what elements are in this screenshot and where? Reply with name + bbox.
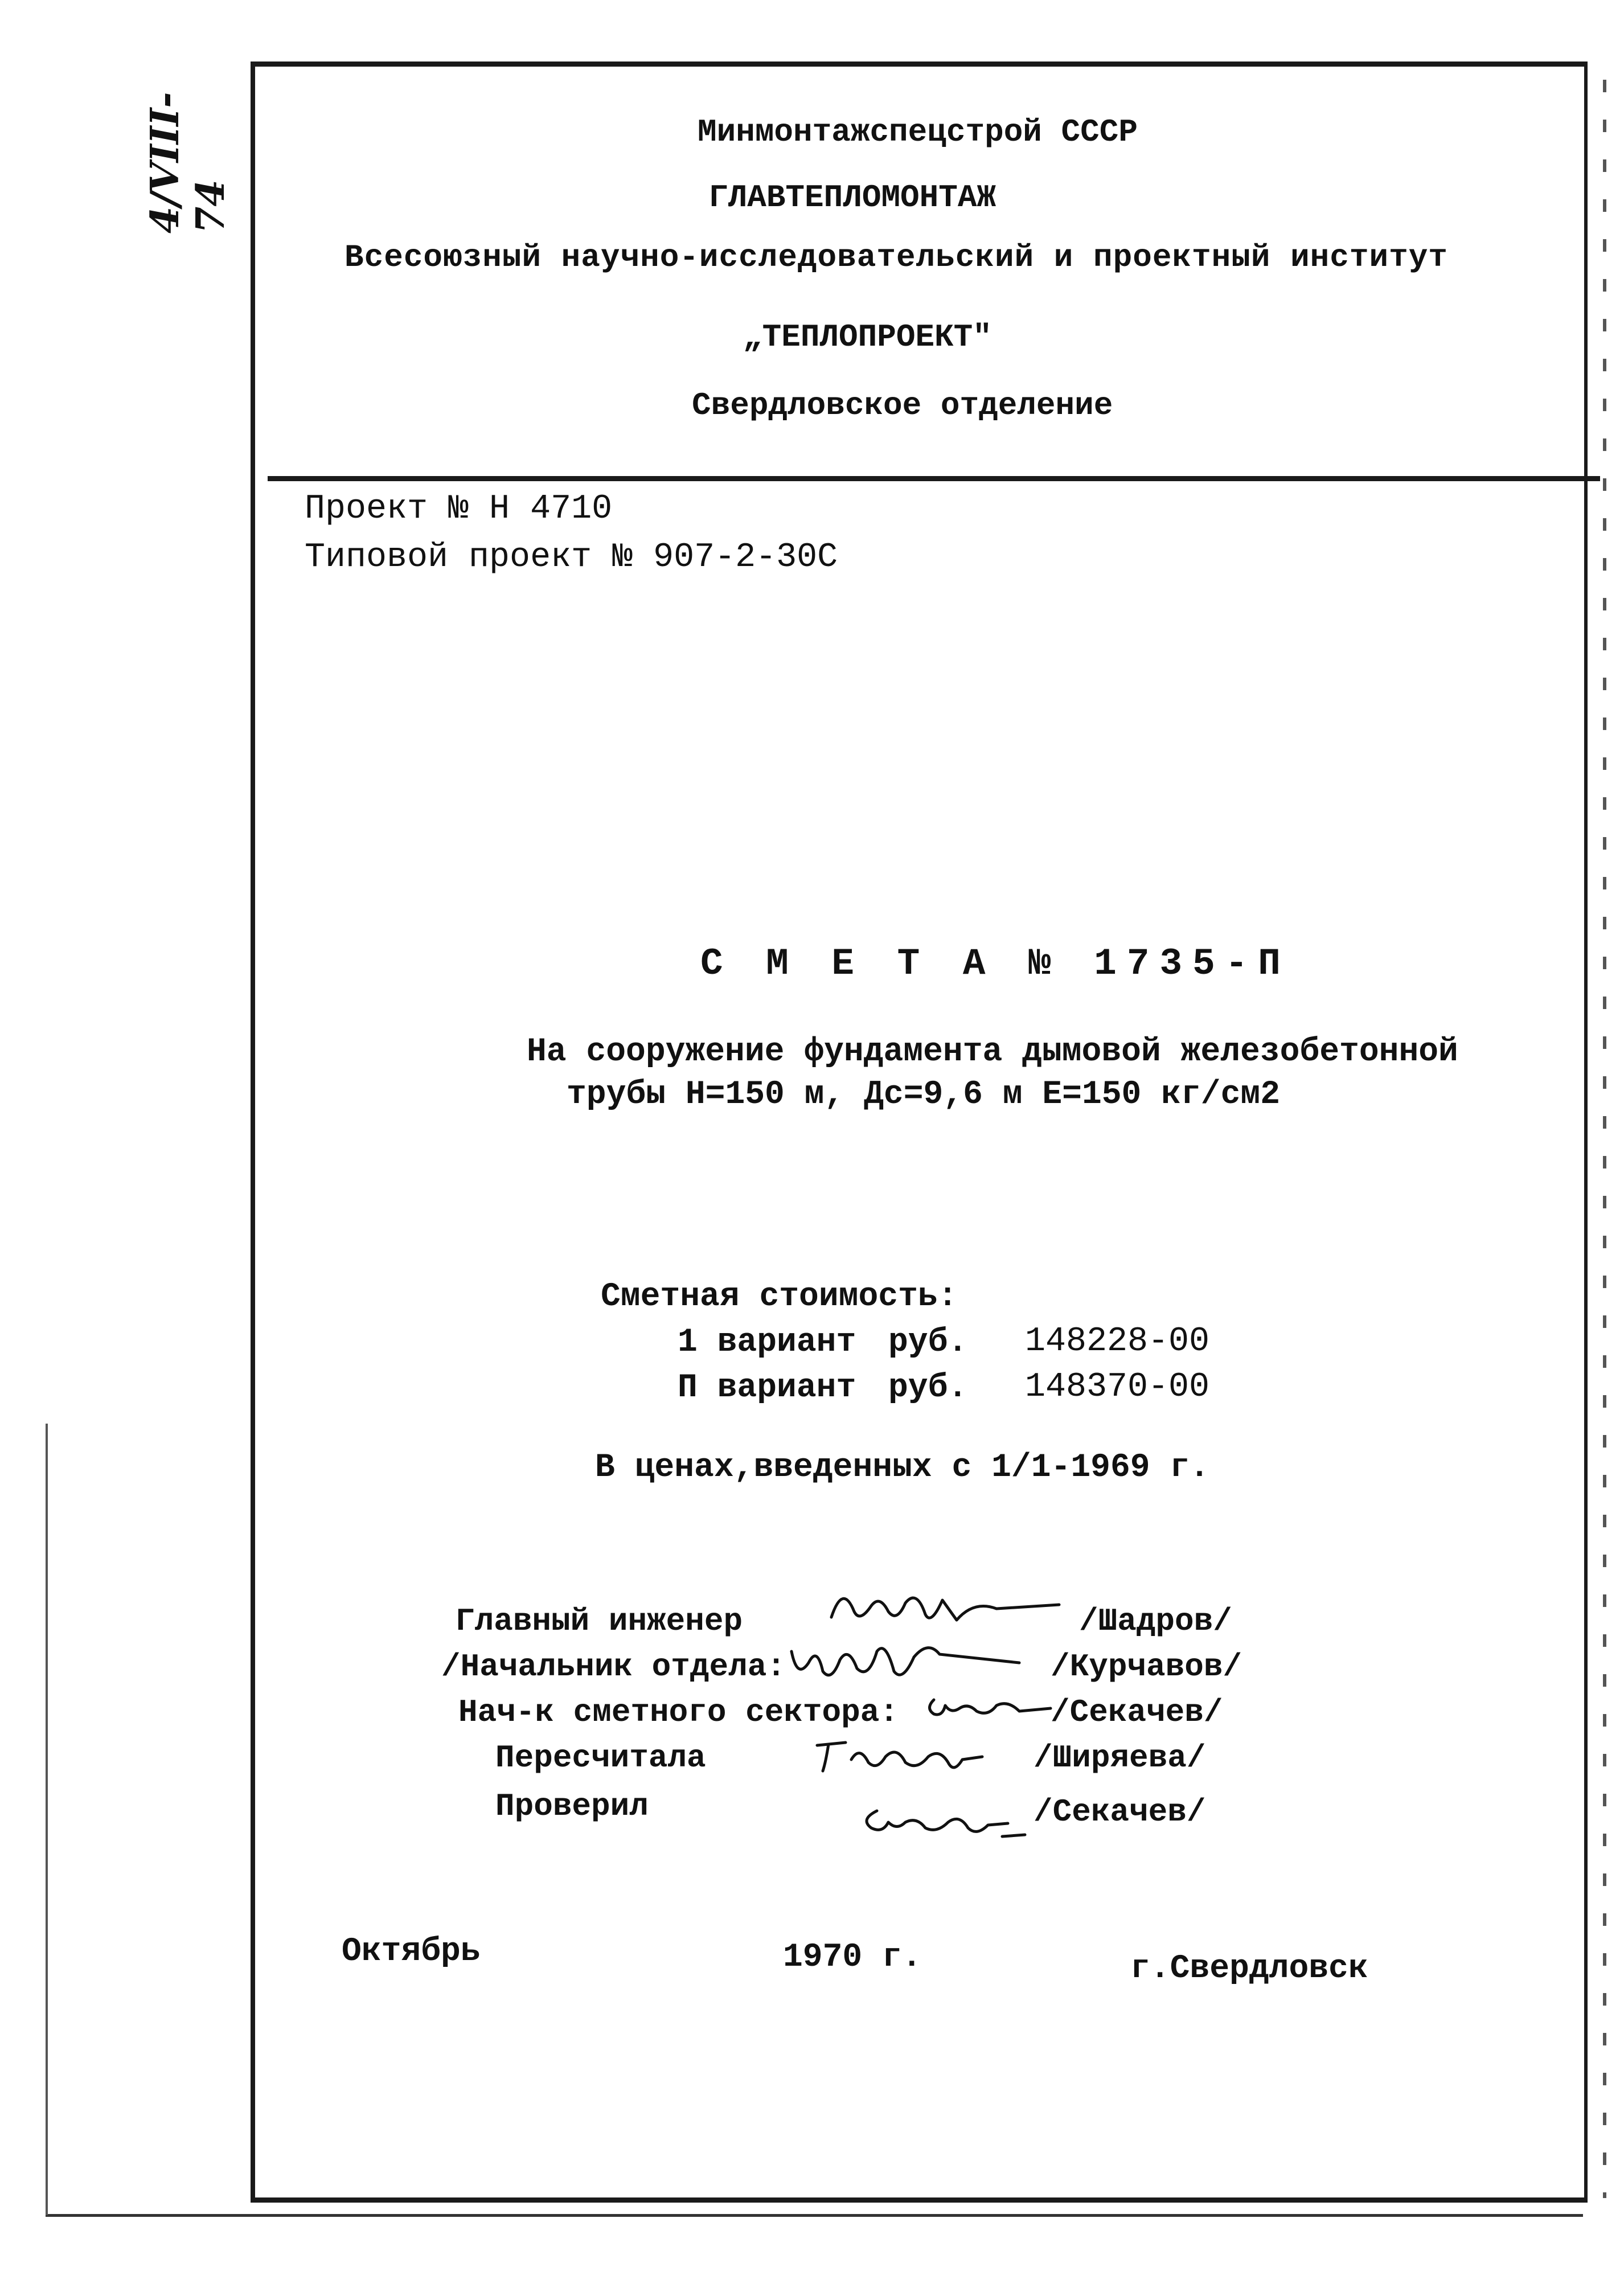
signature-name: /Курчавов/ [1051,1649,1242,1685]
handwritten-signature [806,1728,1011,1780]
department-line: ГЛАВТЕПЛОМОНТАЖ [709,179,996,216]
signature-name: /Секачев/ [1051,1694,1223,1731]
handwritten-signature [854,1794,1048,1845]
typical-project-number: Типовой проект № 907-2-30С [305,538,838,577]
variant-amount: 148228-00 [1025,1322,1210,1361]
variant-label: 1 вариант [678,1324,856,1361]
signature-role: Проверил [495,1788,649,1824]
institute-name: „ТЕПЛОПРОЕКТ" [743,319,992,355]
header-divider [268,476,1600,481]
ministry-line: Минмонтажспецстрой СССР [698,114,1138,150]
outer-bottom-line [46,2214,1583,2217]
variant-currency: руб. [888,1370,968,1407]
signature-name: /Шадров/ [1079,1603,1232,1639]
variant-currency: руб. [888,1324,968,1361]
signature-name: /Секачев/ [1034,1794,1206,1830]
outer-left-line [46,1424,48,2215]
signature-role: /Начальник отдела: [441,1649,786,1685]
variant-label: П вариант [678,1370,856,1407]
footer-month: Октябрь [342,1933,481,1970]
page-frame [251,62,1588,2203]
branch-line: Свердловское отделение [692,387,1113,424]
signature-role: Нач-к сметного сектора: [458,1694,899,1731]
estimate-title: С М Е Т А № 1735-П [700,942,1291,985]
institute-line: Всесоюзный научно-исследовательский и проектный институт [345,239,1448,276]
signature-role: Пересчитала [495,1740,706,1776]
project-number: Проект № Н 4710 [305,490,613,528]
handwritten-signature [786,1629,1025,1691]
footer-city: г.Свердловск [1130,1950,1368,1987]
footer-year: 1970 г. [783,1939,922,1976]
prices-note: В ценах,введенных с 1/1-1969 г. [595,1449,1209,1486]
margin-handwritten-note: 4/VIII-74 [142,92,233,233]
signature-name: /Ширяева/ [1034,1740,1206,1776]
handwritten-signature [922,1683,1059,1728]
estimate-description-line2: трубы Н=150 м, Дс=9,6 м Е=150 кг/см2 [567,1076,1281,1113]
right-edge-dashes [1603,80,1606,2198]
variant-amount: 148370-00 [1025,1368,1210,1407]
cost-heading: Сметная стоимость: [601,1278,958,1315]
estimate-description-line1: На сооружение фундамента дымовой железобетонной [527,1034,1458,1071]
signature-role: Главный инженер [456,1603,743,1639]
